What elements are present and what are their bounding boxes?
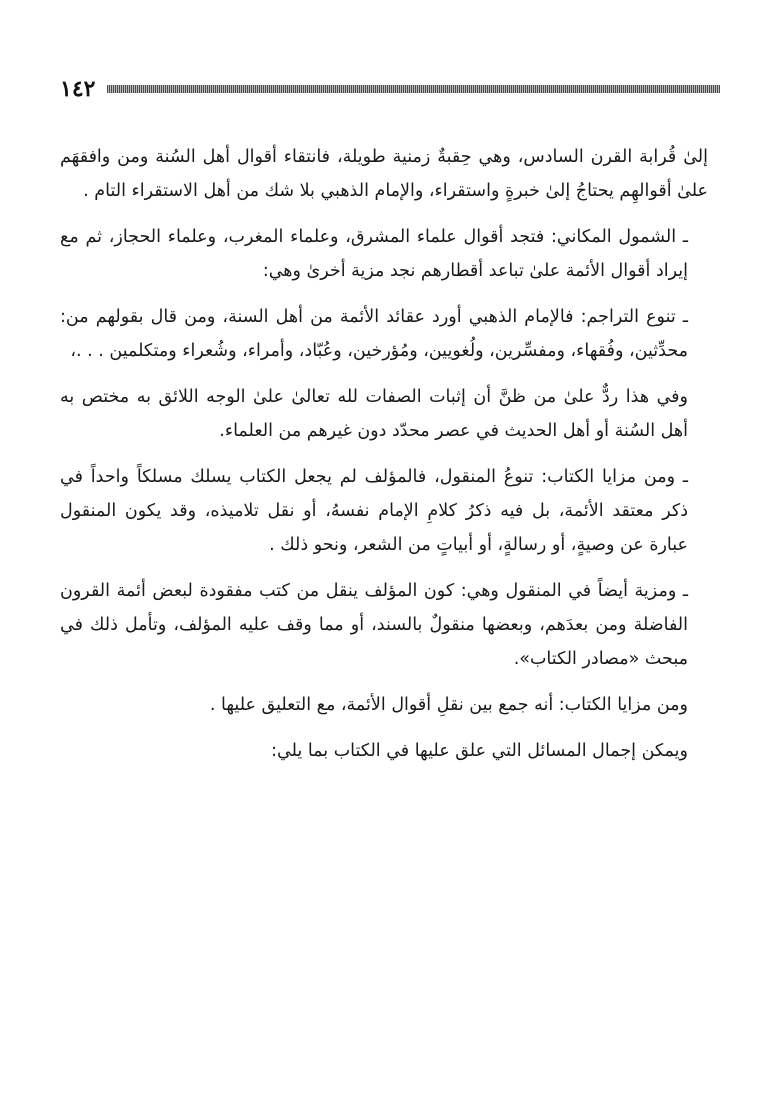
paragraph-summary-intro: ويمكن إجمال المسائل التي علق عليها في الكتاب بما يلي:: [271, 741, 688, 761]
paragraph-geographic-scope: ـ الشمول المكاني: فتجد أقوال علماء المشرق، وعلماء المغرب، وعلماء الحجاز، ثم مع إيراد أقوال الأئمة علىٰ تباعد أقطارهم نجد مزية أخرىٰ وهي:: [60, 227, 688, 281]
paragraph-commentary: ومن مزايا الكتاب: أنه جمع بين نقلِ أقوال الأئمة، مع التعليق عليها .: [209, 695, 688, 715]
page-header: [60, 74, 720, 104]
paragraph-biography-variety: ـ تنوع التراجم: فالإمام الذهبي أورد عقائد الأئمة من أهل السنة، ومن قال بقولهم من: محدِّثين، وفُقهاء، ومفسِّرين، ولُغويين، ومُؤرخين، وعُبّاد، وأمراء، وشُعراء ومتكلمين . . .،: [60, 307, 688, 361]
page-number: ١٤٢: [60, 76, 96, 102]
page-body: [60, 140, 708, 768]
header-rule: [107, 85, 720, 93]
paragraph-refutation: وفي هذا ردٌّ علىٰ من ظنَّ أن إثبات الصفات لله تعالىٰ علىٰ الوجه اللائق به مختص به أهل السُنة أو أهل الحديث في عصر محدّد دون غيرهم من العلماء.: [60, 387, 688, 441]
paragraph-lost-sources: ـ ومزية أيضاً في المنقول وهي: كون المؤلف ينقل من كتب مفقودة لبعض أئمة القرون الفاضلة ومن بعدَهم، وبعضها منقولٌ بالسند، أو مما وقف عليه المؤلف، وتأمل ذلك في مبحث «مصادر الكتاب».: [60, 581, 688, 669]
paragraph-quoted-variety: ـ ومن مزايا الكتاب: تنوعُ المنقول، فالمؤلف لم يجعل الكتاب يسلك مسلكاً واحداً في ذكر معتقد الأئمة، بل فيه ذكرُ كلامِ الإمام نفسهُ، أو نقل تلاميذه، وقد يكون المنقول عبارة عن وصيةٍ، أو رسالةٍ، أو أبياتٍ من الشعر، ونحو ذلك .: [60, 467, 688, 555]
paragraph-scope-of-time: إلىٰ قُرابة القرن السادس، وهي حِقبةٌ زمنية طويلة، فانتقاء أقوال أهل السُنة ومن وافقهَم علىٰ أقوالهِم يحتاجُ إلىٰ خبرةٍ واستقراء، والإمام الذهبي بلا شك من أهل الاستقراء التام .: [60, 147, 708, 201]
